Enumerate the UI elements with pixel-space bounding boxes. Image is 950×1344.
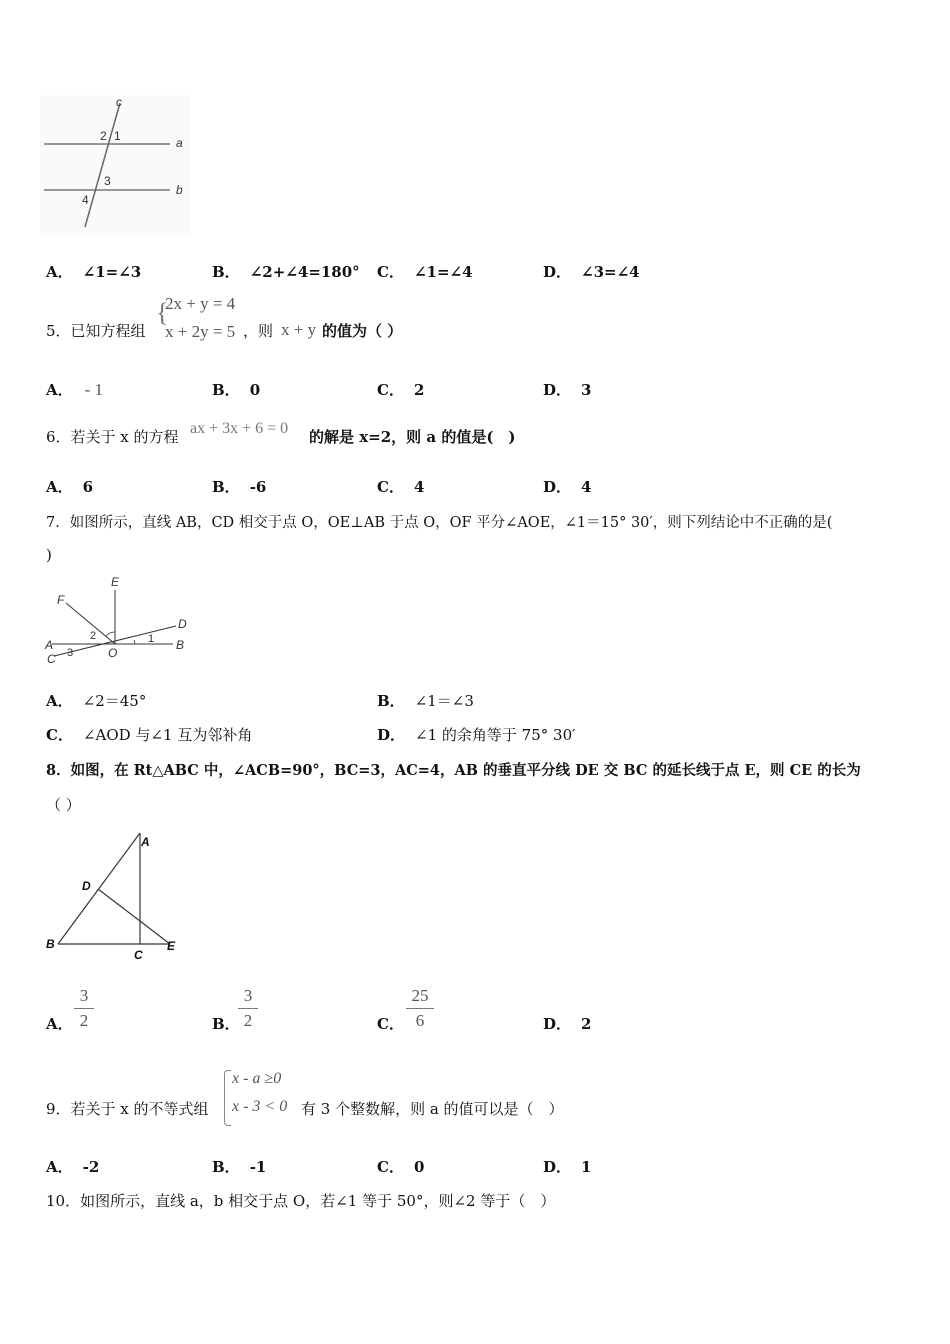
q5-prefix: 5．已知方程组 <box>46 322 146 340</box>
label-angle-4: 4 <box>82 193 89 207</box>
triangle-figure <box>40 828 190 968</box>
q4-option-a[interactable]: A． ∠1=∠3 <box>46 263 142 281</box>
label-b: b <box>176 183 183 197</box>
q9-inequality-1: x - a ≥0 <box>232 1070 282 1087</box>
q6-option-b[interactable]: B． -6 <box>212 478 267 496</box>
q6-option-a[interactable]: A． 6 <box>46 478 94 496</box>
label-d: D <box>82 879 91 893</box>
q6-equation: ax + 3x + 6 = 0 <box>190 420 289 437</box>
q9-option-a[interactable]: A． -2 <box>46 1158 100 1176</box>
q7-option-d[interactable]: D． ∠1 的余角等于 75° 30′ <box>377 726 576 744</box>
q5-equation-2: x + 2y = 5 <box>165 322 236 341</box>
q5-option-c[interactable]: C． 2 <box>377 381 425 399</box>
label-a: a <box>176 136 183 150</box>
label-o: O <box>108 646 118 660</box>
q4-option-b[interactable]: B． ∠2+∠4=180° <box>212 263 360 281</box>
q5-option-d[interactable]: D． 3 <box>543 381 592 399</box>
q7-option-a[interactable]: A． ∠2＝45° <box>46 692 147 710</box>
angle-arc-2 <box>106 632 115 636</box>
q8-option-d[interactable]: D． 2 <box>543 1015 592 1033</box>
q5-option-b[interactable]: B． 0 <box>212 381 261 399</box>
q8-option-a-fraction[interactable]: 3 2 <box>74 986 94 1031</box>
label-a: A <box>141 835 150 849</box>
q6-option-c[interactable]: C． 4 <box>377 478 425 496</box>
q8-option-c-fraction[interactable]: 25 6 <box>406 986 434 1031</box>
q9-option-d[interactable]: D． 1 <box>543 1158 592 1176</box>
question-10: 10．如图所示，直线 a，b 相交于点 O，若∠1 等于 50°，则∠2 等于（ ） <box>46 1192 556 1210</box>
q8-option-b-fraction[interactable]: 3 2 <box>238 986 258 1031</box>
q9-suffix: 有 3 个整数解，则 a 的值可以是（ ） <box>301 1100 564 1118</box>
q8-line-1: 8．如图，在 Rt△ABC 中，∠ACB=90°，BC=3，AC=4，AB 的垂直平分线 DE 交 BC 的延长线于点 E，则 CE 的长为 <box>46 762 861 779</box>
label-angle-1: 1 <box>114 129 121 143</box>
label-f: F <box>57 593 65 607</box>
label-b: B <box>46 937 55 951</box>
label-c: C <box>47 652 56 666</box>
q4-option-c[interactable]: C． ∠1=∠4 <box>377 263 473 281</box>
q7-option-c[interactable]: C． ∠AOD 与∠1 互为邻补角 <box>46 726 253 744</box>
q7-line-1: 7．如图所示，直线 AB，CD 相交于点 O，OE⊥AB 于点 O，OF 平分∠AOE，∠1＝15° 30′，则下列结论中不正确的是( <box>46 515 833 531</box>
q5-equation-1: 2x + y = 4 <box>165 294 236 313</box>
parallel-lines-figure <box>40 95 190 235</box>
label-c: C <box>134 948 143 962</box>
q5-suffix: 的值为（ ） <box>322 322 403 340</box>
q5-mid: ，则 <box>243 322 274 340</box>
q8-option-b-key[interactable]: B． <box>212 1015 240 1033</box>
label-angle-2: 2 <box>90 630 97 642</box>
label-b: B <box>176 638 185 652</box>
label-e: E <box>111 575 120 589</box>
q6-suffix: 的解是 x=2，则 a 的值是( ) <box>309 428 516 446</box>
label-e: E <box>167 939 176 953</box>
label-angle-1: 1 <box>148 633 155 645</box>
label-angle-3: 3 <box>67 647 74 659</box>
label-c: c <box>116 95 122 109</box>
q7-option-b[interactable]: B． ∠1＝∠3 <box>377 692 474 710</box>
intersecting-lines-figure <box>40 572 200 672</box>
figure-background <box>40 95 190 235</box>
q8-option-a-key[interactable]: A． <box>46 1015 73 1033</box>
label-angle-3: 3 <box>104 174 111 188</box>
q8-option-c-key[interactable]: C． <box>377 1015 404 1033</box>
angle-arc-1 <box>134 640 135 644</box>
q9-brace <box>224 1070 231 1126</box>
label-a: A <box>45 638 54 652</box>
label-d: D <box>178 617 187 631</box>
q5-option-a[interactable]: A． - 1 <box>46 380 104 399</box>
q9-option-b[interactable]: B． -1 <box>212 1158 267 1176</box>
q6-option-d[interactable]: D． 4 <box>543 478 592 496</box>
q9-inequality-2: x - 3 < 0 <box>232 1098 288 1115</box>
q9-option-c[interactable]: C． 0 <box>377 1158 425 1176</box>
q5-expression: x + y <box>281 320 317 339</box>
q4-option-d[interactable]: D． ∠3=∠4 <box>543 263 640 281</box>
q5-brace: { <box>156 298 169 327</box>
q7-line-2: ) <box>46 546 52 564</box>
label-angle-2: 2 <box>100 129 107 143</box>
q8-line-2: （ ） <box>46 796 81 814</box>
segment-de <box>98 889 170 944</box>
q6-prefix: 6．若关于 x 的方程 <box>46 428 179 446</box>
side-ab <box>58 833 140 944</box>
q9-prefix: 9．若关于 x 的不等式组 <box>46 1100 209 1118</box>
